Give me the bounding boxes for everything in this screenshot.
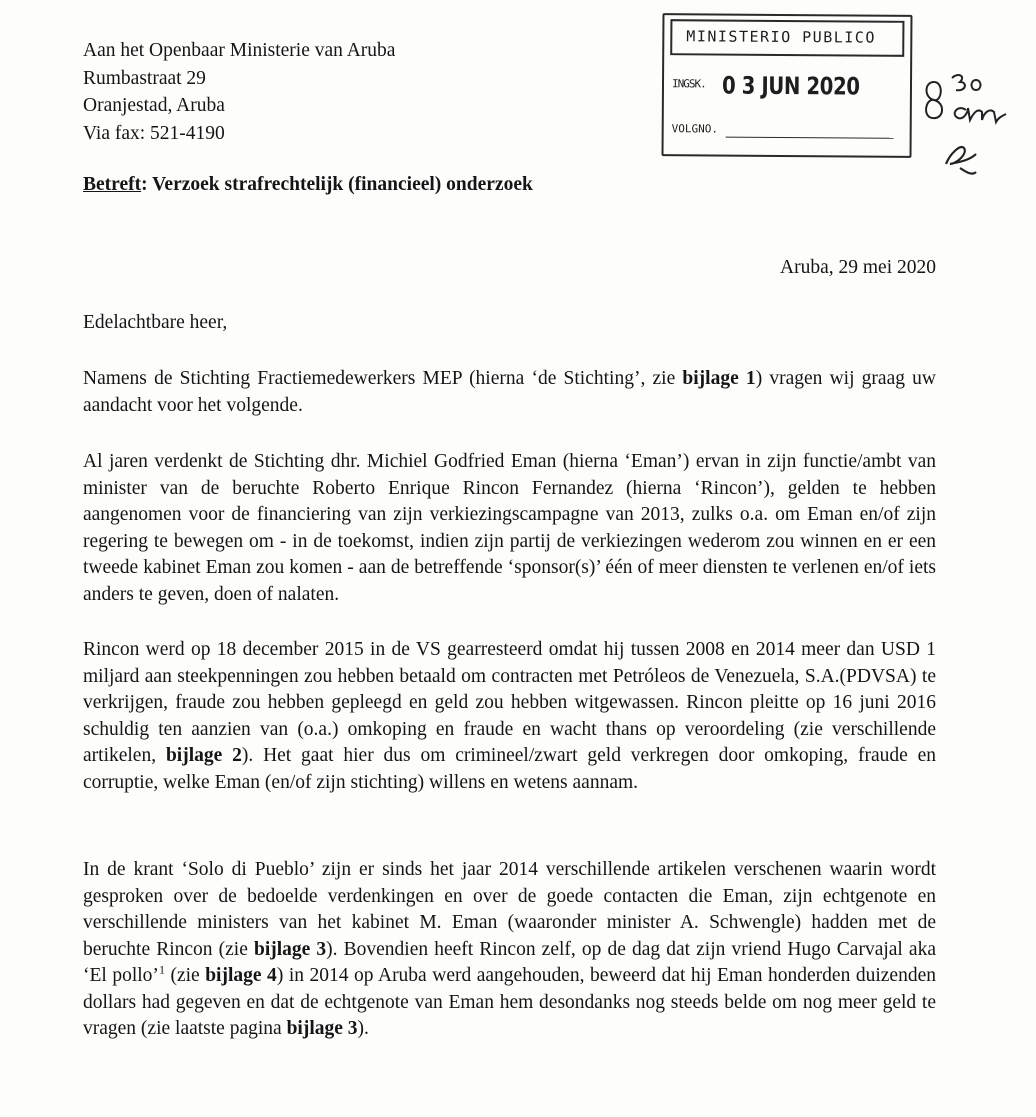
subject-label: Betreft [83, 174, 142, 195]
stamp-ingsk-label: INGSK. [671, 77, 706, 91]
paragraph-3 [83, 637, 936, 796]
stamp-volgno-label: VOLGNO. [671, 122, 719, 136]
stamp-header [670, 19, 904, 57]
annex-reference: bijlage 3 [286, 1018, 358, 1039]
annex-reference: bijlage 1 [682, 368, 756, 389]
subject-text: Verzoek strafrechtelijk (financieel) onderzoek [147, 174, 533, 195]
paragraph-2 [83, 449, 936, 608]
subject-colon: : [141, 174, 148, 195]
address-line: Rumbastraat 29 [83, 67, 206, 89]
subject-line [83, 174, 533, 196]
text-span: In de krant ‘Solo di Pueblo’ zijn er sinds het jaar 2014 verschillende artikelen verschenen waarin wordt gesproken over de bedoelde verdenkingen en over de goede contacten die Eman, zijn echtgenote en verschillende ministers van het kabinet M. Eman (waaronder minister A. Schwengle) hadden met de beruchte Rincon (zie [83, 859, 936, 960]
stamp-header-text: MINISTERIO PUBLICO [686, 27, 876, 47]
annex-reference: bijlage 3 [253, 938, 327, 960]
paragraph-1 [83, 366, 936, 419]
stamp-volgno-line [726, 137, 894, 139]
footnote-marker: 1 [158, 962, 165, 977]
handwritten-annotation [920, 68, 1012, 186]
text-span: (zie [164, 965, 206, 986]
text-span: Namens de Stichting Fractiemedewerkers MEP (hierna ‘de Stichting’, zie [83, 368, 683, 389]
salutation: Edelachtbare heer, [83, 312, 228, 333]
text-span: ). Bovendien heeft Rincon zelf, op de dag dat zijn vriend Hugo Carvajal aka ‘El pollo’ [83, 938, 936, 986]
stamp-date: 0 3 JUN 2020 [721, 71, 860, 101]
annex-reference: bijlage 2 [165, 745, 242, 766]
address-line: Via fax: 521-4190 [83, 122, 225, 144]
text-span: ) in 2014 op Aruba werd aangehouden, beweerd dat hij Eman honderden duizenden dollars had gegeven en dat de echtgenote van Eman hem desondanks nog steeds belde om nog meer geld te vragen (zie laatste pagina [83, 965, 936, 1039]
text-span: Rincon werd op 18 december 2015 in de VS gearresteerd omdat hij tussen 2008 en 2014 meer dan USD 1 miljard aan steekpenningen zou hebben betaald om contracten met Petróleos de Venezuela, S.A.(PDVSA) te verkrijgen, fraude zou hebben gepleegd en geld zou hebben witgewassen. Rincon pleitte op 16 juni 2016 schuldig ten aanzien van (o.a.) omkoping en fraude en wacht thans op veroordeling (zie verschillende artikelen, [83, 639, 936, 766]
annex-reference: bijlage 4 [205, 965, 277, 986]
text-span: Al jaren verdenkt de Stichting dhr. Michiel Godfried Eman (hierna ‘Eman’) ervan in zijn functie/ambt van minister van de beruchte Roberto Enrique Rincon Fernandez (hierna ‘Rincon’), gelden te hebben aangenomen voor de financiering van zijn verkiezingscampagne van 2013, zulks o.a. om Eman en/of zijn regering te bewegen om - in de toekomst, indien zijn partij de verkiezingen wederom zou winnen en er een tweede kabinet Eman zou komen - aan de betreffende ‘sponsor(s)’ één of meer diensten te verlenen en/of iets anders te geven, doen of nalaten. [83, 451, 936, 605]
recipient-address [83, 37, 395, 147]
received-stamp [662, 13, 913, 158]
text-span: ). Het gaat hier dus om crimineel/zwart geld verkregen door omkoping, fraude en corruptie, welke Eman (en/of zijn stichting) willens en wetens aannam. [83, 745, 936, 793]
text-span: ). [357, 1018, 369, 1039]
address-line: Aan het Openbaar Ministerie van Aruba [83, 40, 396, 61]
paragraph-4 [83, 857, 936, 1043]
text-span: ) vragen wij graag uw aandacht voor het volgende. [83, 368, 936, 416]
letter-date: Aruba, 29 mei 2020 [780, 257, 936, 278]
address-line: Oranjestad, Aruba [83, 95, 225, 116]
